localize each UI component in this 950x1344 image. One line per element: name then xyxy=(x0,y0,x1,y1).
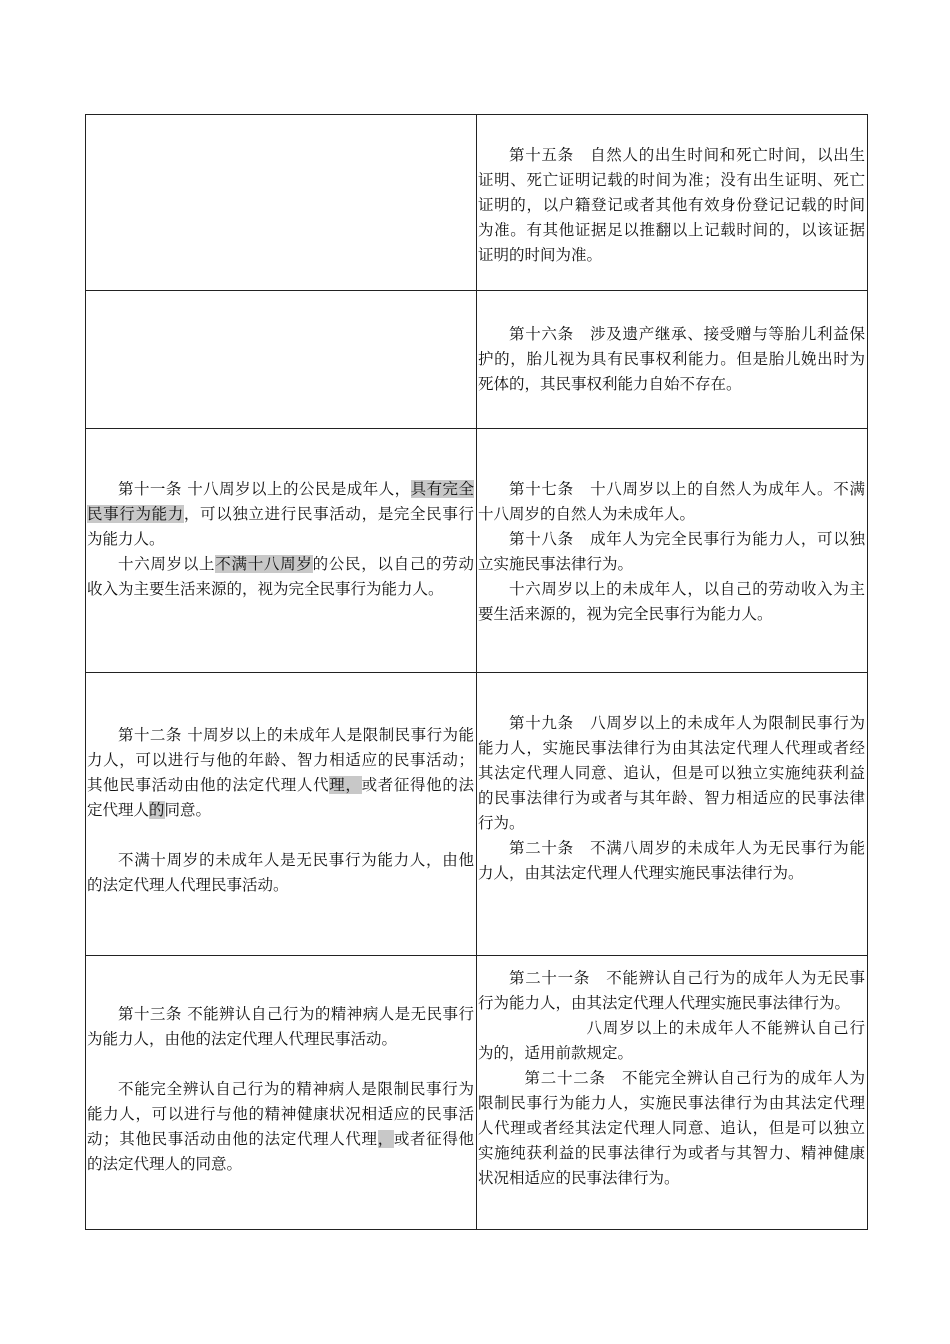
article-18: 第十八条 成年人为完全民事行为能力人，可以独立实施民事法律行为。 xyxy=(478,530,865,573)
article-19: 第十九条 八周岁以上的未成年人为限制民事行为能力人，实施民事法律行为由其法定代理人代理或者经其法定代理人同意、追认，但是可以独立实施纯获利益的民事法律行为或者与其年龄、智力相适应的民事法律行为。 xyxy=(478,714,865,832)
old-law-cell xyxy=(86,673,477,956)
article-22: 第二十二条 不能完全辨认自己行为的成年人为限制民事行为能力人，实施民事法律行为由其法定代理人代理或者经其法定代理人同意、追认，但是可以独立实施纯获利益的民事法律行为或者与其智力、精神健康状况相适应的民事法律行为。 xyxy=(478,1069,865,1187)
new-law-cell xyxy=(477,429,868,673)
table-row xyxy=(86,115,868,291)
new-law-cell xyxy=(477,291,868,429)
old-law-cell xyxy=(86,291,477,429)
article-21: 第二十一条 不能辨认自己行为的成年人为无民事行为能力人，由其法定代理人代理实施民事法律行为。 xyxy=(478,969,865,1012)
table-row xyxy=(86,673,868,956)
article-12-para-1: 第十二条 十周岁以上的未成年人是限制民事行为能力人，可以进行与他的年龄、智力相适应的民事活动；其他民事活动由他的法定代理人代理，或者征得他的法定代理人的同意。 xyxy=(87,726,474,819)
article-11-para-1: 第十一条 十八周岁以上的公民是成年人，具有完全民事行为能力，可以独立进行民事活动，是完全民事行为能力人。 xyxy=(87,480,474,548)
new-law-cell xyxy=(477,956,868,1230)
new-law-cell xyxy=(477,673,868,956)
new-law-cell xyxy=(477,115,868,291)
article-16: 第十六条 涉及遗产继承、接受赠与等胎儿利益保护的，胎儿视为具有民事权利能力。但是胎儿娩出时为死体的，其民事权利能力自始不存在。 xyxy=(478,325,865,393)
table-row xyxy=(86,429,868,673)
table-row xyxy=(86,291,868,429)
article-12-para-2: 不满十周岁的未成年人是无民事行为能力人，由他的法定代理人代理民事活动。 xyxy=(87,851,474,894)
old-law-cell xyxy=(86,115,477,291)
comparison-table xyxy=(85,114,868,1230)
article-18-para-2: 十六周岁以上的未成年人，以自己的劳动收入为主要生活来源的，视为完全民事行为能力人。 xyxy=(478,580,865,623)
article-13-para-1: 第十三条 不能辨认自己行为的精神病人是无民事行为能力人，由他的法定代理人代理民事活动。 xyxy=(87,1005,474,1048)
old-law-cell xyxy=(86,429,477,673)
article-13-para-2: 不能完全辨认自己行为的精神病人是限制民事行为能力人，可以进行与他的精神健康状况相适应的民事活动；其他民事活动由他的法定代理人代理，或者征得他的法定代理人的同意。 xyxy=(87,1080,474,1173)
article-17: 第十七条 十八周岁以上的自然人为成年人。不满十八周岁的自然人为未成年人。 xyxy=(478,480,865,523)
article-21-para-2: 八周岁以上的未成年人不能辨认自己行为的，适用前款规定。 xyxy=(478,1019,865,1062)
article-20: 第二十条 不满八周岁的未成年人为无民事行为能力人，由其法定代理人代理实施民事法律行为。 xyxy=(478,839,865,882)
table-row xyxy=(86,956,868,1230)
article-11-para-2: 十六周岁以上不满十八周岁的公民，以自己的劳动收入为主要生活来源的，视为完全民事行为能力人。 xyxy=(87,555,474,598)
old-law-cell xyxy=(86,956,477,1230)
article-15: 第十五条 自然人的出生时间和死亡时间，以出生证明、死亡证明记载的时间为准；没有出生证明、死亡证明的，以户籍登记或者其他有效身份登记记载的时间为准。有其他证据足以推翻以上记载时间的，以该证据证明的时间为准。 xyxy=(478,146,865,264)
